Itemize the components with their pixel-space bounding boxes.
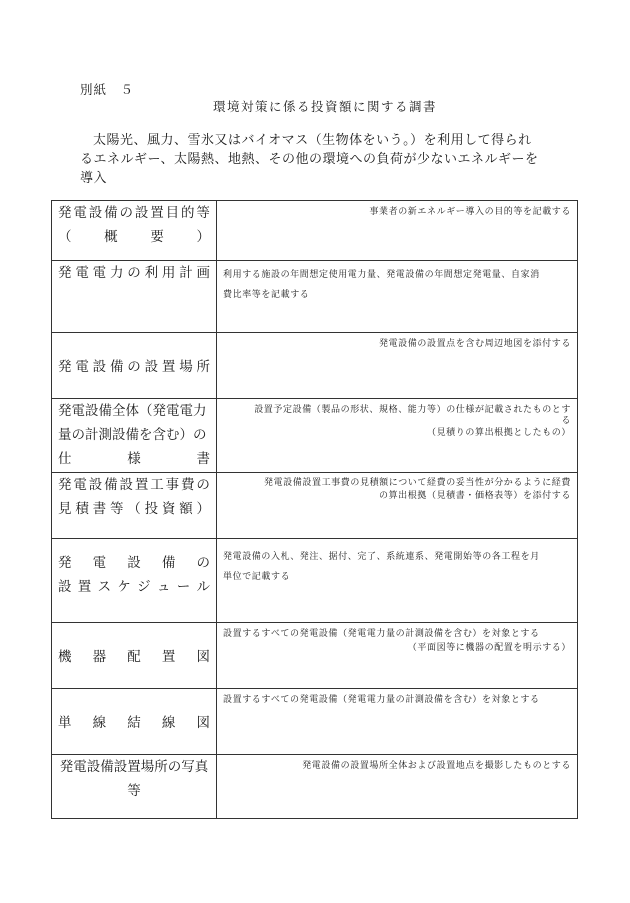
row-label-cell <box>52 473 217 539</box>
label-char: 設 <box>134 205 149 221</box>
note-line: 設置するすべての発電設備（発電電力量の計測設備を含む）を対象とする <box>223 695 540 705</box>
label-char: 置 <box>161 359 176 375</box>
spread-line <box>58 261 210 285</box>
label-char: ュ <box>156 579 171 595</box>
table-row <box>52 399 578 473</box>
label-char: 発 <box>58 359 72 375</box>
row-label-cell <box>52 201 217 261</box>
row-label-cell <box>52 539 217 623</box>
spread-line <box>58 645 210 669</box>
intro-line-1: 太陽光、風力、雪氷又はバイオマス（生物体をいう。）を利用して得られ <box>93 133 532 148</box>
label-char: 備 <box>104 477 118 493</box>
table-row <box>52 689 578 755</box>
label-char: 場 <box>179 359 193 375</box>
table-row <box>52 201 578 261</box>
label-char: 等 <box>196 205 210 221</box>
label-char: 電 <box>92 555 107 571</box>
document-title: 環境対策に係る投資額に関する調書 <box>212 99 437 114</box>
row-note-cell <box>217 755 578 819</box>
label-char: ケ <box>117 579 131 595</box>
label-char: 単 <box>58 715 72 731</box>
note-line: 設置予定設備（製品の形状、規格、能力等）の仕様が記載されたものとす <box>254 405 571 415</box>
row-note-cell <box>217 399 578 473</box>
note-line: 発電設備の入札、発注、据付、完了、系統連系、発電開始等の各工程を月 <box>223 552 540 562</box>
label-char: 見 <box>58 501 72 517</box>
label-char: 電 <box>92 265 107 281</box>
label-char: 設 <box>88 205 103 221</box>
label-line: 発電設備全体（発電電力 <box>58 403 207 419</box>
spread-line <box>58 551 210 575</box>
row-label-cell <box>52 399 217 473</box>
table-row <box>52 623 578 689</box>
label-char: 置 <box>134 477 149 493</box>
note-line: 発電設備の設置場所全体および設置地点を撮影したものとする <box>302 761 571 771</box>
intro-line-2: るエネルギー、太陽熱、地熱、その他の環境への負荷が少ないエネルギーを <box>80 152 539 167</box>
row-label-cell <box>52 689 217 755</box>
label-char: ） <box>196 229 210 245</box>
label-char: 費 <box>181 477 195 493</box>
label-char: 書 <box>92 501 107 517</box>
label-char: ー <box>176 579 191 595</box>
row-note-cell <box>217 201 578 261</box>
form-number: 別紙 ５ <box>80 82 135 97</box>
spread-line <box>58 711 210 735</box>
label-char: 力 <box>109 265 124 281</box>
label-line: 等 <box>127 783 141 799</box>
label-char: 用 <box>161 265 176 281</box>
label-char: 発 <box>58 265 72 281</box>
label-char: 結 <box>127 715 141 731</box>
label-char: 備 <box>104 205 118 221</box>
label-char: の <box>196 555 210 571</box>
label-char: 機 <box>58 649 72 665</box>
label-char: 設 <box>92 359 107 375</box>
note-line: （見積りの算出根拠としたもの） <box>426 428 571 438</box>
row-note-cell <box>217 539 578 623</box>
note-line: 単位で記載する <box>223 572 291 582</box>
row-label-cell <box>52 623 217 689</box>
row-note-cell <box>217 623 578 689</box>
label-char: 要 <box>150 229 164 245</box>
label-char: ル <box>196 579 210 595</box>
label-char: 備 <box>109 359 124 375</box>
label-char: 設 <box>119 477 133 493</box>
label-char: ） <box>196 501 210 517</box>
label-char: 事 <box>165 477 180 493</box>
note-line: る <box>561 416 571 426</box>
label-char: ジ <box>137 579 151 595</box>
label-char: 電 <box>73 477 87 493</box>
spread-line <box>58 447 210 471</box>
label-char: 利 <box>144 265 159 281</box>
note-line: の算出根拠（見積書・価格表等）を添付する <box>378 491 571 501</box>
label-line: 量の計測設備を含む）の <box>58 427 207 443</box>
label-char: 備 <box>161 555 176 571</box>
label-char: （ <box>127 501 141 517</box>
label-char: 置 <box>161 649 176 665</box>
label-char: の <box>127 265 141 281</box>
label-char: 電 <box>75 265 89 281</box>
spread-line <box>58 355 210 379</box>
label-char: 概 <box>104 229 118 245</box>
spread-line <box>58 497 210 521</box>
spread-line <box>58 225 210 249</box>
row-note-cell <box>217 261 578 333</box>
label-char: 設 <box>88 477 103 493</box>
label-char: 線 <box>92 715 107 731</box>
label-char: 図 <box>196 715 210 731</box>
label-char: 発 <box>58 205 72 221</box>
label-char: 額 <box>179 501 193 517</box>
label-line: 発電設備設置場所の写真 <box>59 759 209 775</box>
note-line: 利用する施設の年間想定使用電力量、発電設備の年間想定発電量、自家消 <box>223 270 540 280</box>
table-row <box>52 261 578 333</box>
note-line: （平面図等に機器の配置を明示する） <box>407 643 571 653</box>
label-char: 目 <box>165 205 180 221</box>
label-char: 書 <box>196 451 210 467</box>
label-char: 積 <box>75 501 89 517</box>
label-char: 置 <box>77 579 92 595</box>
label-char: 工 <box>150 477 164 493</box>
table-row <box>52 755 578 819</box>
label-char: 設 <box>58 579 72 595</box>
spread-line <box>58 473 210 497</box>
label-char: 線 <box>161 715 176 731</box>
label-char: 器 <box>92 649 107 665</box>
row-label-cell <box>52 755 217 819</box>
label-char: 図 <box>196 649 210 665</box>
label-char: の <box>196 477 210 493</box>
row-note-cell <box>217 333 578 399</box>
label-char: ス <box>97 579 112 595</box>
spread-line <box>58 575 210 599</box>
note-line: 事業者の新エネルギー導入の目的等を記載する <box>369 207 571 217</box>
label-char: 置 <box>150 205 164 221</box>
label-char: 仕 <box>58 451 72 467</box>
label-char: 的 <box>181 205 195 221</box>
table-row <box>52 333 578 399</box>
label-char: 発 <box>58 555 72 571</box>
table-row <box>52 473 578 539</box>
note-line: 発電設備設置工事費の見積額について経費の妥当性が分かるように経費 <box>263 478 571 488</box>
label-char: 設 <box>127 555 141 571</box>
label-char: 配 <box>127 649 141 665</box>
label-char: 等 <box>109 501 124 517</box>
label-char: 計 <box>179 265 193 281</box>
label-char: 様 <box>127 451 141 467</box>
label-char: 電 <box>73 205 87 221</box>
row-label-cell <box>52 333 217 399</box>
label-char: 資 <box>161 501 176 517</box>
label-char: の <box>127 359 141 375</box>
label-char: 発 <box>58 477 72 493</box>
spread-line <box>58 201 210 225</box>
note-line: 費比率等を記載する <box>223 290 310 300</box>
label-char: 設 <box>144 359 159 375</box>
note-line: 発電設備の設置点を含む周辺地図を添付する <box>378 339 571 349</box>
label-char: （ <box>58 229 72 245</box>
table-row <box>52 539 578 623</box>
label-char: の <box>119 205 133 221</box>
label-char: 画 <box>196 265 210 281</box>
label-char: 投 <box>144 501 159 517</box>
row-note-cell <box>217 473 578 539</box>
row-note-cell <box>217 689 578 755</box>
note-line: 設置するすべての発電設備（発電電力量の計測設備を含む）を対象とする <box>223 629 540 639</box>
investment-table <box>51 200 578 819</box>
intro-paragraph <box>80 131 558 188</box>
label-char: 電 <box>75 359 89 375</box>
label-char: 所 <box>196 359 210 375</box>
row-label-cell <box>52 261 217 333</box>
intro-line-3: 導入 <box>80 171 108 186</box>
